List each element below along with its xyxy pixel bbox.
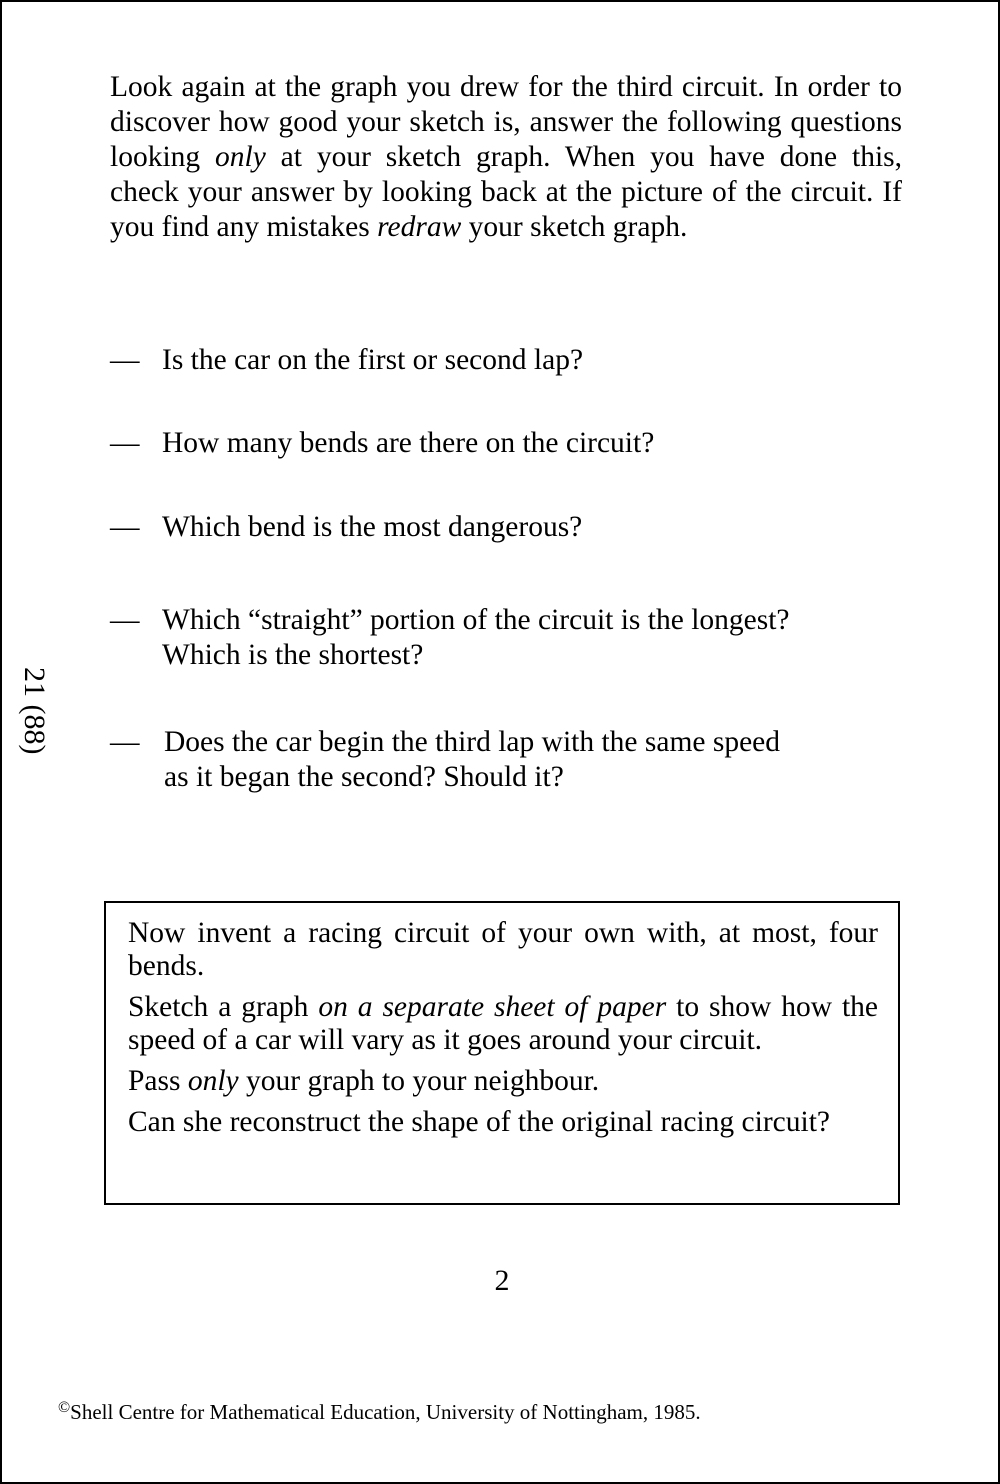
question-dash: —	[110, 604, 140, 636]
question-2	[110, 426, 910, 461]
activity-p2-emphasis: on a separate sheet of paper	[318, 991, 667, 1023]
question-5-text-line-2: as it began the second? Should it?	[164, 761, 564, 793]
activity-paragraph-3	[128, 1065, 878, 1098]
intro-emphasis-only: only	[215, 141, 266, 173]
activity-p3-emphasis: only	[187, 1065, 239, 1097]
question-4	[110, 603, 910, 673]
question-3	[110, 510, 910, 545]
question-2-text: How many bends are there on the circuit?	[162, 427, 655, 459]
activity-p3-text-1: Pass	[128, 1065, 188, 1097]
activity-box	[104, 901, 900, 1205]
copyright-text: Shell Centre for Mathematical Education, University of Nottingham, 1985.	[70, 1400, 701, 1424]
page-number: 2	[494, 1264, 510, 1297]
question-5	[110, 725, 910, 795]
intro-text-2: at your sketch graph. When you have done this, check your answer by looking back at the picture of the circuit. If you find any mistakes	[110, 141, 902, 243]
activity-paragraph-1: Now invent a racing circuit of your own with, at most, four bends.	[128, 917, 878, 982]
copyright-notice	[58, 1395, 701, 1425]
question-3-text: Which bend is the most dangerous?	[162, 511, 583, 543]
question-1	[110, 343, 910, 378]
intro-emphasis-redraw: redraw	[377, 211, 462, 243]
activity-paragraph-4: Can she reconstruct the shape of the original racing circuit?	[128, 1106, 830, 1138]
question-dash: —	[110, 344, 140, 376]
intro-text-3: your sketch graph.	[461, 211, 688, 243]
question-1-text: Is the car on the first or second lap?	[162, 344, 584, 376]
activity-paragraph-2	[128, 991, 878, 1057]
intro-paragraph	[110, 70, 902, 245]
side-page-label: 21 (88)	[18, 667, 51, 755]
activity-p2-text-1: Sketch a graph	[128, 991, 319, 1023]
question-4-text-line-1: Which “straight” portion of the circuit is the longest?	[162, 604, 790, 636]
question-dash: —	[110, 511, 140, 543]
question-dash: —	[110, 726, 140, 758]
activity-p2-text-2: to show how the speed of a car will vary as it goes around your circuit.	[128, 991, 879, 1056]
question-5-text-line-1: Does the car begin the third lap with the same speed	[164, 726, 781, 758]
copyright-symbol: ©	[58, 1399, 71, 1416]
question-4-text-line-2: Which is the shortest?	[162, 639, 424, 671]
question-dash: —	[110, 427, 140, 459]
activity-p3-text-2: your graph to your neighbour.	[238, 1065, 600, 1097]
intro-text-1: Look again at the graph you drew for the third circuit. In order to discover how good your sketch is, answer the following questions looking	[110, 71, 902, 173]
